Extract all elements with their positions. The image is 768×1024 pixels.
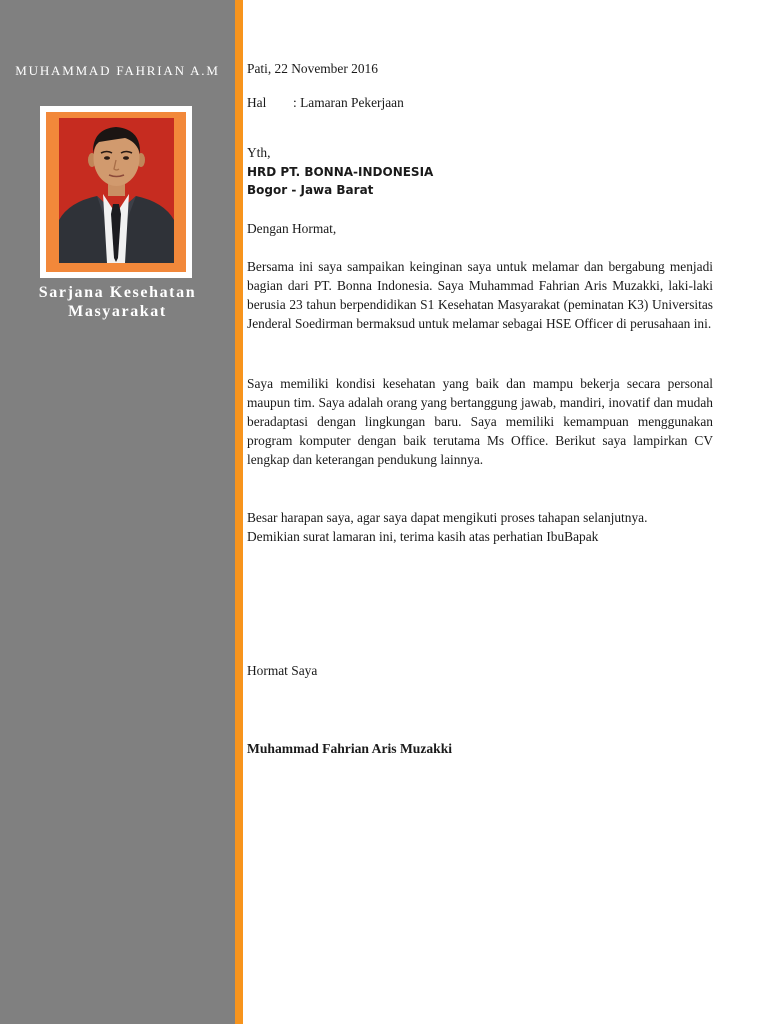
subject-label: Hal (247, 95, 267, 110)
applicant-name-heading: MUHAMMAD FAHRIAN A.M (15, 63, 220, 78)
paragraph-3 (247, 508, 713, 546)
closing: Hormat Saya (247, 663, 318, 678)
recipient-company: HRD PT. BONNA-INDONESIA (247, 165, 434, 179)
recipient-location: Bogor - Jawa Barat (247, 183, 374, 197)
photo-mat (46, 112, 186, 272)
paragraph-1: Bersama ini saya sampaikan keinginan saya untuk melamar dan bergabung menjadi bagian dari PT. Bonna Indonesia. Saya Muhammad Fahrian Aris Muzakki, laki-laki berusia 23 tahun berpendidikan S1 Kesehatan Masyarakat (peminatan K3) Universitas Jenderal Soedirman bermaksud untuk melamar sebagai HSE Officer di perusahaan ini. (247, 259, 713, 331)
degree-title (0, 283, 235, 321)
subject-value: : Lamaran Pekerjaan (293, 95, 404, 110)
signature-name: Muhammad Fahrian Aris Muzakki (247, 741, 453, 756)
letter-date: Pati, 22 November 2016 (247, 61, 378, 76)
orange-accent-bar (235, 0, 243, 1024)
degree-line-1: Sarjana Kesehatan (38, 284, 197, 301)
paragraph-2: Saya memiliki kondisi kesehatan yang baik dan mampu bekerja secara personal maupun tim. Saya adalah orang yang bertanggung jawab, mandiri, inovatif dan mudah beradaptasi dengan lingkungan baru. Saya memiliki kemampuan menggunakan program komputer dengan baik terutama Ms Office. Berikut saya lampirkan CV lengkap dan keterangan pendukung lainnya. (247, 376, 713, 467)
paragraph-3-line-1: Besar harapan saya, agar saya dapat mengikuti proses tahapan selanjutnya. (247, 510, 648, 525)
greeting: Dengan Hormat, (247, 221, 337, 236)
profile-photo (59, 118, 174, 263)
sidebar (0, 0, 235, 1024)
photo-frame (40, 106, 192, 278)
degree-line-2: Masyarakat (68, 303, 167, 320)
portrait-illustration (59, 118, 174, 263)
letter-subject (247, 93, 713, 112)
recipient-salutation: Yth, (247, 145, 271, 160)
paragraph-3-line-2: Demikian surat lamaran ini, terima kasih atas perhatian IbuBapak (247, 529, 599, 544)
